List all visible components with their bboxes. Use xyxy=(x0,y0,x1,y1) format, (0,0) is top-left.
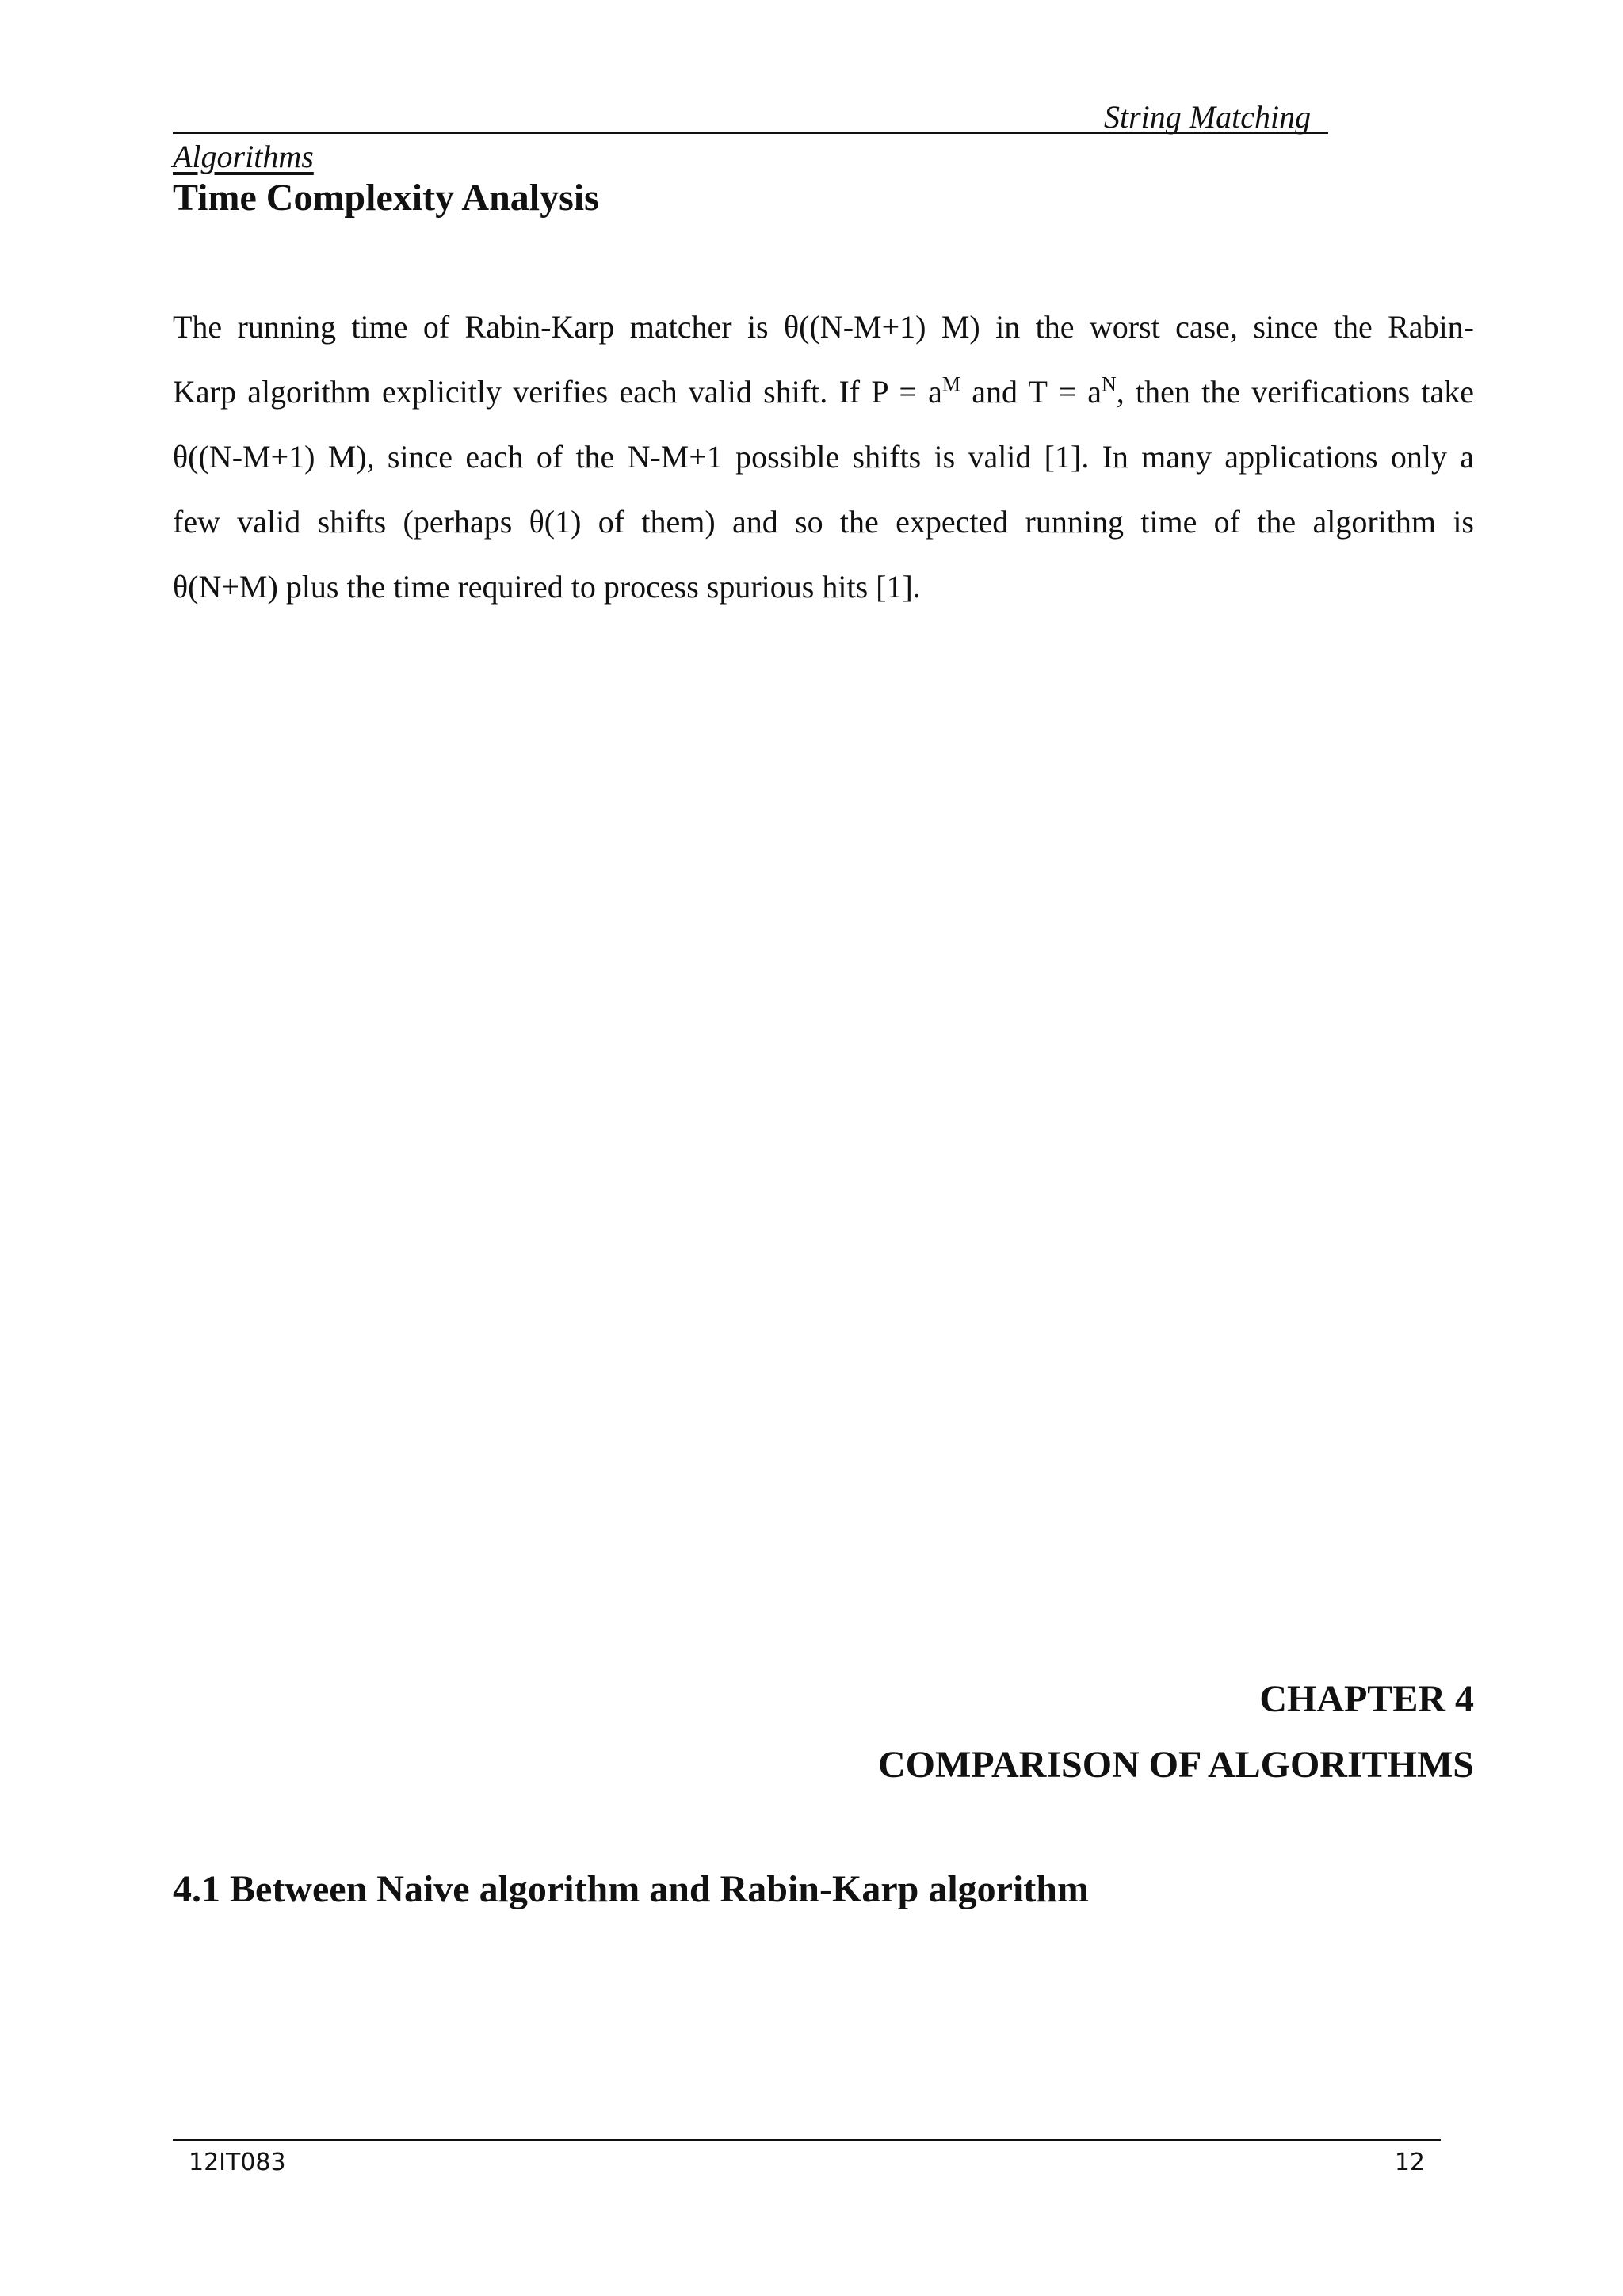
paragraph-line-4: few valid shifts (perhaps θ(1) of them) and so the expected running time of the algorithm is xyxy=(173,504,1474,540)
footer-roll-number: 12IT083 xyxy=(189,2149,286,2176)
superscript-n: N xyxy=(1102,372,1117,396)
section-heading: Time Complexity Analysis xyxy=(173,177,599,219)
paragraph-line-3: θ((N-M+1) M), since each of the N-M+1 possible shifts is valid [1]. In many applications only a xyxy=(173,439,1474,475)
running-header-title: String Matching xyxy=(1104,99,1319,135)
body-paragraph xyxy=(173,295,1474,620)
paragraph-line-2-part-b: and T = a xyxy=(960,374,1102,410)
header-rule xyxy=(173,132,1328,134)
chapter-title: COMPARISON OF ALGORITHMS xyxy=(877,1744,1474,1786)
subsection-heading: 4.1 Between Naive algorithm and Rabin-Karp algorithm xyxy=(173,1868,1089,1910)
paragraph-line-5: θ(N+M) plus the time required to process spurious hits [1]. xyxy=(173,569,921,605)
chapter-number: CHAPTER 4 xyxy=(1259,1678,1474,1720)
superscript-m: M xyxy=(941,372,961,396)
paragraph-line-2-part-c: , then the verifications take xyxy=(1116,374,1475,410)
paragraph-line-1: The running time of Rabin-Karp matcher is θ((N-M+1) M) in the worst case, since the Rabin- xyxy=(173,309,1474,345)
footer-page-number: 12 xyxy=(1394,2149,1425,2176)
running-header-title-continued: Algorithms xyxy=(173,139,314,174)
paragraph-line-2 xyxy=(173,360,1474,425)
paragraph-line-2-part-a: Karp algorithm explicitly verifies each valid shift. If P = a xyxy=(173,374,942,410)
footer-rule xyxy=(173,2139,1441,2141)
